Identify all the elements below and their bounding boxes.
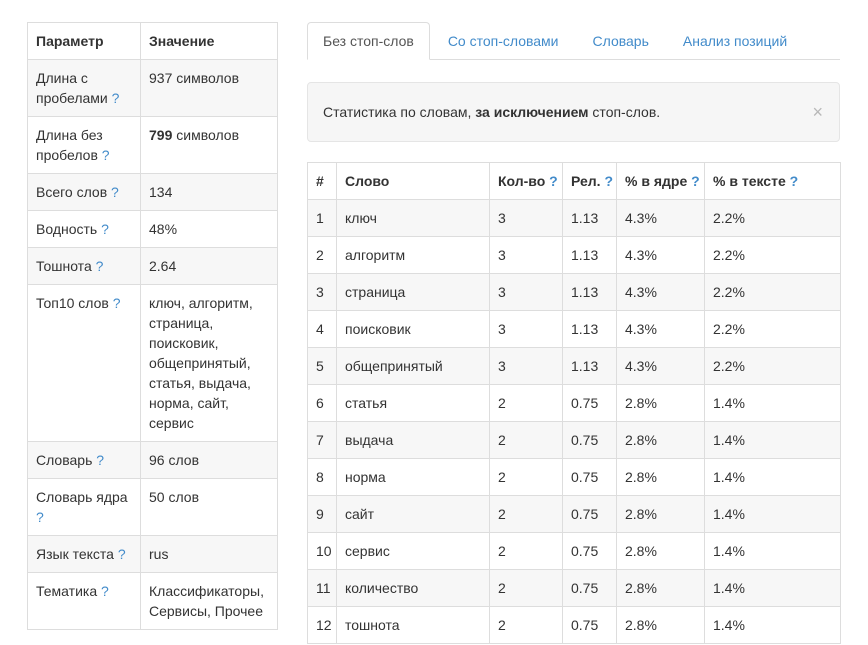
parameters-panel bbox=[27, 22, 277, 630]
param-label-cell: Водность ? bbox=[28, 211, 141, 248]
help-icon[interactable]: ? bbox=[96, 452, 105, 468]
help-icon[interactable]: ? bbox=[101, 583, 109, 599]
text-percent-cell: 1.4% bbox=[705, 422, 841, 459]
text-percent-cell: 1.4% bbox=[705, 385, 841, 422]
word-row bbox=[308, 385, 841, 422]
column-header: % в ядре ? bbox=[617, 163, 705, 200]
relevance-cell: 1.13 bbox=[563, 274, 617, 311]
relevance-cell: 1.13 bbox=[563, 237, 617, 274]
relevance-cell: 1.13 bbox=[563, 348, 617, 385]
param-value-cell: 937 символов bbox=[141, 60, 278, 117]
core-percent-cell: 4.3% bbox=[617, 200, 705, 237]
parameters-header-value: Значение bbox=[141, 23, 278, 60]
parameters-header-row bbox=[28, 23, 278, 60]
param-value-cell: 48% bbox=[141, 211, 278, 248]
tab-slovar[interactable]: Словарь bbox=[592, 33, 649, 49]
param-label-cell: Длина без пробелов ? bbox=[28, 117, 141, 174]
param-row bbox=[28, 174, 278, 211]
count-cell: 2 bbox=[490, 607, 563, 644]
help-icon[interactable]: ? bbox=[95, 258, 104, 274]
words-table bbox=[307, 162, 841, 644]
parameters-table bbox=[27, 22, 278, 630]
word-cell: статья bbox=[337, 385, 490, 422]
text-percent-cell: 1.4% bbox=[705, 459, 841, 496]
text-percent-cell: 1.4% bbox=[705, 533, 841, 570]
param-value-cell: 50 слов bbox=[141, 479, 278, 536]
count-cell: 2 bbox=[490, 570, 563, 607]
core-percent-cell: 4.3% bbox=[617, 311, 705, 348]
word-rank-cell: 10 bbox=[308, 533, 337, 570]
alert-text-bold: за исключением bbox=[475, 104, 589, 120]
param-row bbox=[28, 117, 278, 174]
word-row bbox=[308, 496, 841, 533]
alert-text-prefix: Статистика по словам, bbox=[323, 104, 476, 120]
words-header-row bbox=[308, 163, 841, 200]
param-row bbox=[28, 573, 278, 630]
word-row bbox=[308, 311, 841, 348]
param-value-bold: 799 bbox=[149, 127, 173, 143]
count-cell: 2 bbox=[490, 496, 563, 533]
word-rank-cell: 7 bbox=[308, 422, 337, 459]
help-icon[interactable]: ? bbox=[36, 509, 44, 525]
core-percent-cell: 4.3% bbox=[617, 348, 705, 385]
help-icon[interactable]: ? bbox=[789, 173, 799, 189]
word-row bbox=[308, 200, 841, 237]
core-percent-cell: 2.8% bbox=[617, 570, 705, 607]
text-percent-cell: 2.2% bbox=[705, 274, 841, 311]
core-percent-cell: 2.8% bbox=[617, 533, 705, 570]
word-cell: выдача bbox=[337, 422, 490, 459]
help-icon[interactable]: ? bbox=[111, 184, 119, 200]
word-row bbox=[308, 607, 841, 644]
help-icon[interactable]: ? bbox=[549, 173, 558, 189]
word-rank-cell: 9 bbox=[308, 496, 337, 533]
column-header: % в тексте ? bbox=[705, 163, 841, 200]
word-row bbox=[308, 274, 841, 311]
help-icon[interactable]: ? bbox=[691, 173, 700, 189]
word-rank-cell: 2 bbox=[308, 237, 337, 274]
word-cell: сайт bbox=[337, 496, 490, 533]
relevance-cell: 1.13 bbox=[563, 200, 617, 237]
word-row bbox=[308, 422, 841, 459]
tab-bez-stop-slov[interactable]: Без стоп-слов bbox=[307, 22, 430, 60]
count-cell: 2 bbox=[490, 459, 563, 496]
word-row bbox=[308, 459, 841, 496]
param-row bbox=[28, 536, 278, 573]
text-percent-cell: 2.2% bbox=[705, 348, 841, 385]
relevance-cell: 0.75 bbox=[563, 607, 617, 644]
core-percent-cell: 2.8% bbox=[617, 496, 705, 533]
param-label-cell: Тошнота ? bbox=[28, 248, 141, 285]
word-rank-cell: 3 bbox=[308, 274, 337, 311]
core-percent-cell: 2.8% bbox=[617, 422, 705, 459]
alert-text-suffix: стоп-слов. bbox=[588, 104, 661, 120]
param-label-cell: Всего слов ? bbox=[28, 174, 141, 211]
stats-alert bbox=[307, 82, 840, 142]
word-rank-cell: 8 bbox=[308, 459, 337, 496]
param-row bbox=[28, 60, 278, 117]
word-cell: норма bbox=[337, 459, 490, 496]
word-cell: страница bbox=[337, 274, 490, 311]
word-rank-cell: 6 bbox=[308, 385, 337, 422]
param-label-cell: Язык текста ? bbox=[28, 536, 141, 573]
word-rank-cell: 12 bbox=[308, 607, 337, 644]
core-percent-cell: 2.8% bbox=[617, 459, 705, 496]
word-row bbox=[308, 237, 841, 274]
core-percent-cell: 4.3% bbox=[617, 274, 705, 311]
param-value-cell: 96 слов bbox=[141, 442, 278, 479]
param-label-cell: Топ10 слов ? bbox=[28, 285, 141, 442]
word-cell: тошнота bbox=[337, 607, 490, 644]
text-percent-cell: 1.4% bbox=[705, 496, 841, 533]
analysis-panel bbox=[307, 22, 840, 644]
count-cell: 3 bbox=[490, 311, 563, 348]
count-cell: 3 bbox=[490, 237, 563, 274]
core-percent-cell: 4.3% bbox=[617, 237, 705, 274]
help-icon[interactable]: ? bbox=[604, 173, 614, 189]
relevance-cell: 0.75 bbox=[563, 496, 617, 533]
column-header: Кол-во ? bbox=[490, 163, 563, 200]
word-rank-cell: 5 bbox=[308, 348, 337, 385]
word-cell: общепринятый bbox=[337, 348, 490, 385]
param-value-cell: 2.64 bbox=[141, 248, 278, 285]
text-percent-cell: 2.2% bbox=[705, 200, 841, 237]
count-cell: 3 bbox=[490, 200, 563, 237]
count-cell: 3 bbox=[490, 348, 563, 385]
word-row bbox=[308, 533, 841, 570]
relevance-cell: 0.75 bbox=[563, 459, 617, 496]
param-value-cell: rus bbox=[141, 536, 278, 573]
word-cell: сервис bbox=[337, 533, 490, 570]
parameters-table-body bbox=[28, 60, 278, 630]
tab-bar bbox=[307, 22, 840, 60]
word-rank-cell: 1 bbox=[308, 200, 337, 237]
word-row bbox=[308, 570, 841, 607]
count-cell: 3 bbox=[490, 274, 563, 311]
column-header: Слово bbox=[337, 163, 490, 200]
param-label-cell: Тематика ? bbox=[28, 573, 141, 630]
parameters-header-param: Параметр bbox=[28, 23, 141, 60]
param-row bbox=[28, 285, 278, 442]
count-cell: 2 bbox=[490, 422, 563, 459]
relevance-cell: 0.75 bbox=[563, 385, 617, 422]
word-cell: поисковик bbox=[337, 311, 490, 348]
relevance-cell: 0.75 bbox=[563, 533, 617, 570]
help-icon[interactable]: ? bbox=[112, 295, 121, 311]
word-cell: алгоритм bbox=[337, 237, 490, 274]
param-row bbox=[28, 442, 278, 479]
param-value-cell: 134 bbox=[141, 174, 278, 211]
help-icon[interactable]: ? bbox=[111, 90, 120, 106]
word-row bbox=[308, 348, 841, 385]
tab-so-stop-slovami[interactable]: Со стоп-словами bbox=[447, 33, 559, 49]
words-table-body bbox=[308, 200, 841, 644]
count-cell: 2 bbox=[490, 533, 563, 570]
param-row bbox=[28, 211, 278, 248]
word-cell: количество bbox=[337, 570, 490, 607]
text-percent-cell: 1.4% bbox=[705, 607, 841, 644]
relevance-cell: 0.75 bbox=[563, 570, 617, 607]
tab-analiz-pozicij[interactable]: Анализ позиций bbox=[682, 33, 788, 49]
param-label-cell: Словарь ? bbox=[28, 442, 141, 479]
help-icon[interactable]: ? bbox=[101, 147, 110, 163]
core-percent-cell: 2.8% bbox=[617, 385, 705, 422]
help-icon[interactable]: ? bbox=[101, 221, 109, 237]
relevance-cell: 1.13 bbox=[563, 311, 617, 348]
count-cell: 2 bbox=[490, 385, 563, 422]
param-label-cell: Длина с пробелами ? bbox=[28, 60, 141, 117]
param-row bbox=[28, 479, 278, 536]
column-header: Рел. ? bbox=[563, 163, 617, 200]
text-percent-cell: 2.2% bbox=[705, 311, 841, 348]
param-value-cell: 799 символов bbox=[141, 117, 278, 174]
word-rank-cell: 4 bbox=[308, 311, 337, 348]
word-rank-cell: 11 bbox=[308, 570, 337, 607]
column-header: # bbox=[308, 163, 337, 200]
close-icon[interactable]: × bbox=[812, 102, 823, 122]
param-row bbox=[28, 248, 278, 285]
param-value-cell: Классификаторы, Сервисы, Прочее bbox=[141, 573, 278, 630]
relevance-cell: 0.75 bbox=[563, 422, 617, 459]
text-percent-cell: 1.4% bbox=[705, 570, 841, 607]
param-label-cell: Словарь ядра ? bbox=[28, 479, 141, 536]
text-percent-cell: 2.2% bbox=[705, 237, 841, 274]
param-value-cell: ключ, алгоритм, страница, поисковик, общепринятый, статья, выдача, норма, сайт, сервис bbox=[141, 285, 278, 442]
word-cell: ключ bbox=[337, 200, 490, 237]
help-icon[interactable]: ? bbox=[117, 546, 126, 562]
core-percent-cell: 2.8% bbox=[617, 607, 705, 644]
